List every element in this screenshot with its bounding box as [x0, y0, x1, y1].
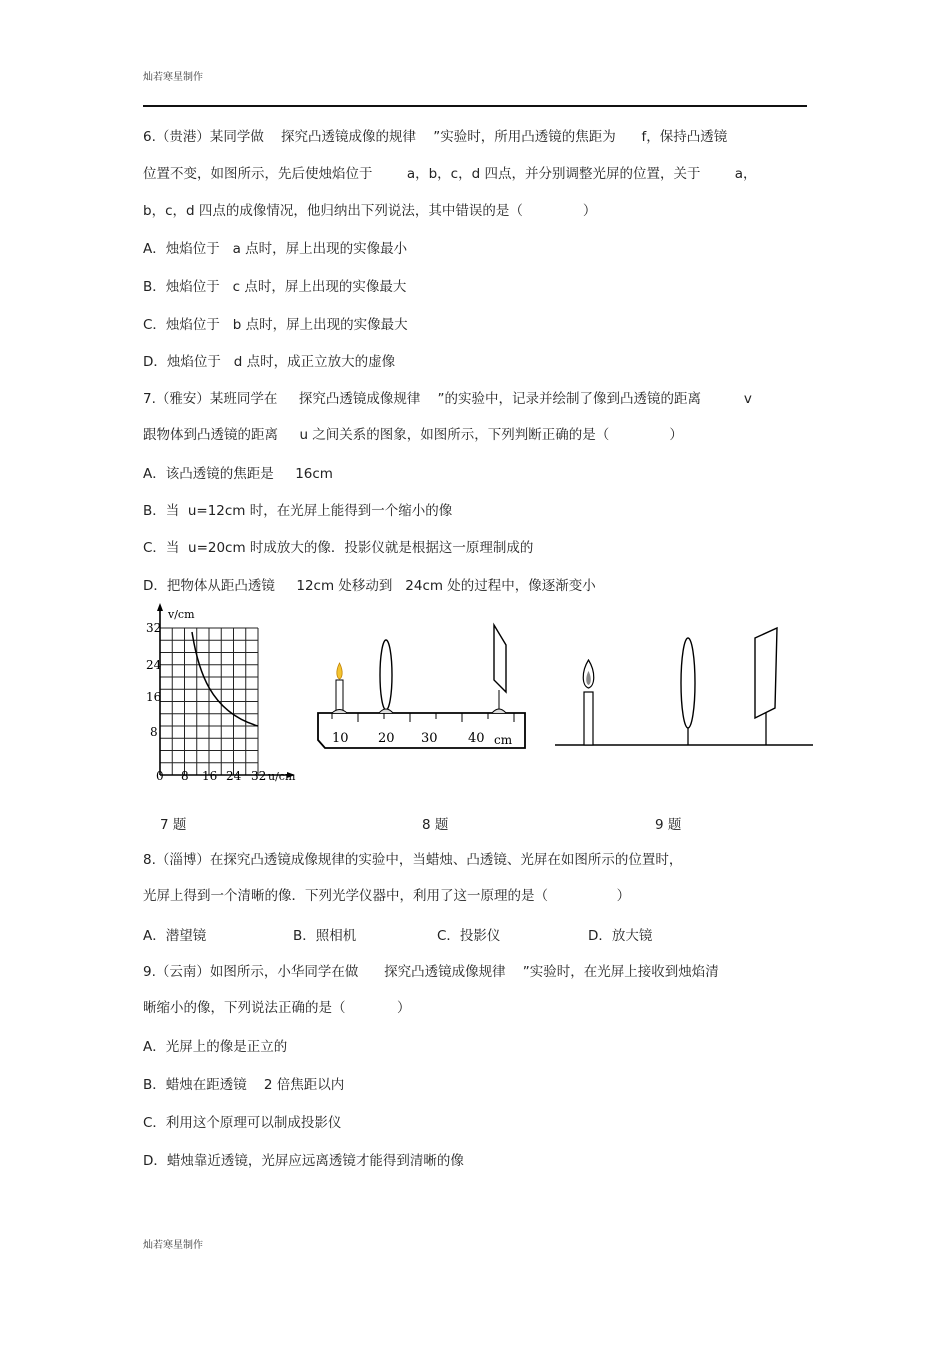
q7-stem-line2: 跟物体到凸透镜的距离 u 之间关系的图象，如图所示，下列判断正确的是（ ） [143, 427, 683, 443]
q8-option-c: C．投影仪 [437, 928, 501, 944]
ruler-tick-20: 20 [378, 731, 395, 746]
q7-stem-line1: 7.（雅安）某班同学在 探究凸透镜成像规律 ”的实验中，记录并绘制了像到凸透镜的距离 v [143, 391, 752, 407]
q7-option-b: B．当 u=12cm 时，在光屏上能得到一个缩小的像 [143, 503, 453, 519]
q6-option-c: C．烛焰位于 b 点时，屏上出现的实像最大 [143, 317, 408, 333]
q6-stem-line2: 位置不变，如图所示，先后使烛焰位于 a，b，c，d 四点，并分别调整光屏的位置，关于 a， [143, 166, 757, 182]
q6-option-a: A．烛焰位于 a 点时，屏上出现的实像最小 [143, 241, 408, 257]
q6-option-b: B．烛焰位于 c 点时，屏上出现的实像最大 [143, 279, 407, 295]
q7-option-a: A．该凸透镜的焦距是 16cm [143, 466, 333, 482]
header-divider [143, 105, 807, 107]
graph-y-tick-8: 8 [150, 725, 158, 739]
optical-bench-figure [310, 620, 530, 755]
graph-y-tick-32: 32 [146, 621, 162, 635]
q8-stem-line2: 光屏上得到一个清晰的像．下列光学仪器中，利用了这一原理的是（ ） [143, 888, 631, 904]
q9-option-c: C．利用这个原理可以制成投影仪 [143, 1115, 342, 1131]
ruler-tick-30: 30 [421, 731, 438, 746]
q6-stem-line1: 6.（贵港）某同学做 探究凸透镜成像的规律 ”实验时，所用凸透镜的焦距为 f，保持凸透镜 [143, 129, 728, 145]
graph-x-label: u/cm [268, 770, 296, 783]
v-u-graph-figure [140, 600, 300, 790]
q8-option-d: D．放大镜 [588, 928, 653, 944]
q7-option-c: C．当 u=20cm 时成放大的像．投影仪就是根据这一原理制成的 [143, 540, 534, 556]
q8-option-a: A．潜望镜 [143, 928, 207, 944]
q9-option-d: D．蜡烛靠近透镜，光屏应远离透镜才能得到清晰的像 [143, 1153, 464, 1169]
graph-x-tick-24: 24 [226, 769, 242, 783]
graph-x-tick-16: 16 [202, 769, 218, 783]
ruler-tick-40: 40 [468, 731, 485, 746]
q9-stem-line2: 晰缩小的像，下列说法正确的是（ ） [143, 1000, 411, 1016]
ruler-unit-cm: cm [494, 733, 513, 747]
q8-option-b: B．照相机 [293, 928, 357, 944]
graph-x-tick-32: 32 [251, 769, 267, 783]
q8-stem-line1: 8.（淄博）在探究凸透镜成像规律的实验中，当蜡烛、凸透镜、光屏在如图所示的位置时， [143, 852, 683, 868]
graph-y-label: v/cm [168, 608, 195, 621]
page-footer: 灿若寒星制作 [143, 1240, 203, 1251]
graph-x-tick-8: 8 [181, 769, 189, 783]
page-header: 灿若寒星制作 [143, 72, 203, 83]
q9-stem-line1: 9.（云南）如图所示，小华同学在做 探究凸透镜成像规律 ”实验时，在光屏上接收到烛焰清 [143, 964, 719, 980]
figure-caption-7: 7 题 [160, 817, 187, 833]
ruler-tick-10: 10 [332, 731, 349, 746]
figure-caption-8: 8 题 [422, 817, 449, 833]
q6-stem-line3: b，c，d 四点的成像情况，他归纳出下列说法，其中错误的是（ ） [143, 203, 597, 219]
figure-caption-9: 9 题 [655, 817, 682, 833]
q9-option-a: A．光屏上的像是正立的 [143, 1039, 288, 1055]
q9-option-b: B．蜡烛在距透镜 2 倍焦距以内 [143, 1077, 345, 1093]
q7-option-d: D．把物体从距凸透镜 12cm 处移动到 24cm 处的过程中，像逐渐变小 [143, 578, 596, 594]
lens-setup-figure [555, 620, 815, 750]
graph-y-tick-16: 16 [146, 690, 162, 704]
graph-x-tick-0: 0 [156, 769, 164, 783]
graph-y-tick-24: 24 [146, 658, 162, 672]
q6-option-d: D．烛焰位于 d 点时，成正立放大的虚像 [143, 354, 396, 370]
